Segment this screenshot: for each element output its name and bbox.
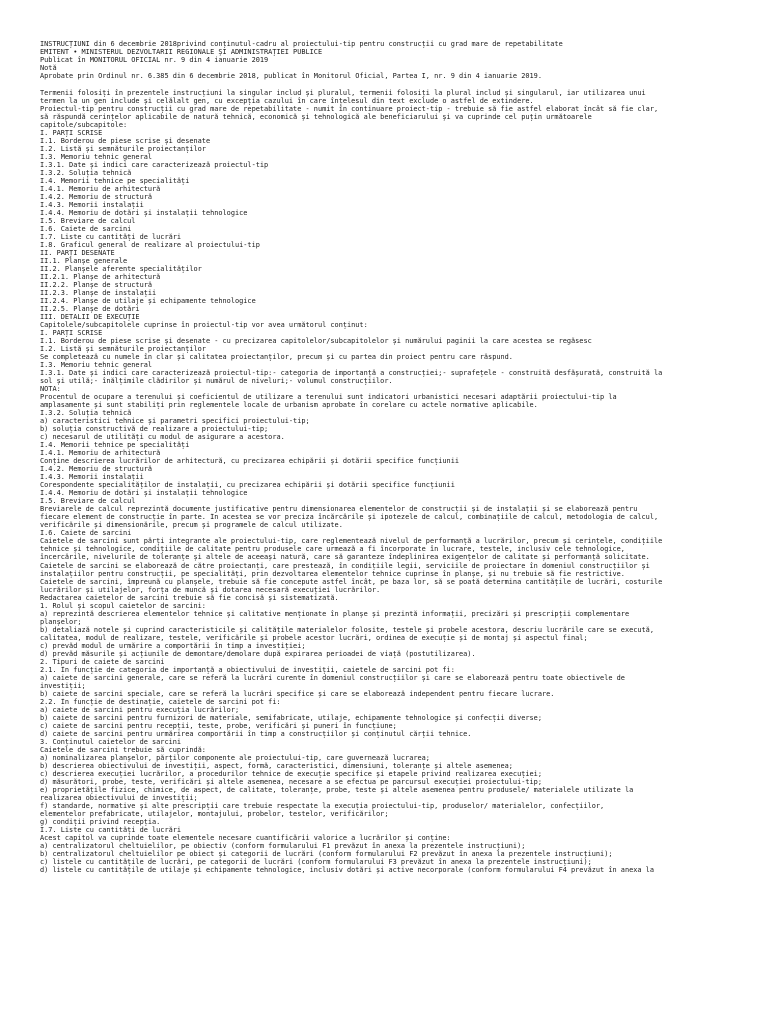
header-line: Aprobate prin Ordinul nr. 6.385 din 6 decembrie 2018, publicat în Monitorul Oficial, Partea I, nr. 9 din 4 ianuarie 2019. <box>40 72 542 81</box>
text-line: I.4.1. Memoriu de arhitectură <box>40 184 161 193</box>
text-line: 2.1. În funcție de categoria de importanță a obiectivului de investiții, caietele de sarcini pot fi: <box>40 665 455 674</box>
text-line: amplasamente și sunt stabiliți prin reglementele locale de urbanism aprobate în corelare cu actele normative aplicabile. <box>40 401 538 410</box>
text-line: e) proprietățile fizice, chimice, de aspect, de calitate, toleranțe, probe, teste și altele asemenea pentru produsele/ materialele utilizate la <box>40 785 634 794</box>
text-line: lucrărilor și utilajelor, forța de muncă și dotarea necesară execuției lucrărilor. <box>40 585 381 594</box>
text-line: a) caracteristici tehnice și parametri specifici proiectului-tip; <box>40 417 310 426</box>
text-line: I.6. Caiete de sarcini <box>40 224 132 233</box>
text-line: Caietele de sarcini se elaborează de către proiectanți, care prestează, în condițiile legii, serviciile de proiectare în domeniul construcțiilor și <box>40 561 650 570</box>
text-line: capitole/subcapitole: <box>40 120 128 129</box>
document-page <box>40 40 758 1020</box>
text-line: Caietele de sarcini sunt părți integrante ale proiectului-tip, care reglementează nivelul de performanță a lucrărilor, precum și cerințele, condițiile <box>40 537 663 546</box>
text-line: a) reprezintă descrierea elementelor tehnice și calitative menționate în planșe și prezintă informații, precizări și prescripții complementare <box>40 609 630 618</box>
text-line: Se completează cu numele în clar și calitatea proiectanților, precum și cu partea din proiect pentru care răspund. <box>40 353 513 362</box>
text-line: I.4.3. Memorii instalații <box>40 473 144 482</box>
text-line: 3. Conținutul caietelor de sarcini <box>40 737 182 746</box>
text-line: sol și utilă;- înălțimile clădirilor și numărul de niveluri;- volumul construcțiilor. <box>40 377 393 386</box>
text-line: b) descrierea obiectivului de investiții, aspect, formă, caracteristici, dimensiuni, toleranțe și altele asemenea; <box>40 761 513 770</box>
text-line: NOTĂ: <box>40 385 61 394</box>
text-line: II.1. Planșe generale <box>40 256 128 265</box>
text-line: II.2.4. Planșe de utilaje și echipamente tehnologice <box>40 296 256 305</box>
text-line: I.1. Borderou de piese scrise și desenate <box>40 136 211 145</box>
text-line: Caietele de sarcini, împreună cu planșele, trebuie să fie concepute astfel încât, pe baza lor, să se poată determina cantitățile de lucrări, costurile <box>40 577 663 586</box>
document-body <box>40 89 758 875</box>
text-line: f) standarde, normative și alte prescripții care trebuie respectate la execuția proiectului-tip, produselor/ materialelor, confecțiilor, <box>40 801 605 810</box>
text-line: g) condiții privind recepția. <box>40 818 161 826</box>
text-line: I.1. Borderou de piese scrise și desenate - cu precizarea capitolelor/subcapitolelor și numărului paginii la care acestea se regăsesc <box>40 337 592 346</box>
text-line: încercările, nivelurile de toleranțe și altele de aceeași natură, care să garanteze îndeplinirea exigențelor de calitate și performanță solicitate. <box>40 553 650 562</box>
text-line: Proiectul-tip pentru construcții cu grad mare de repetabilitate - numit în continuare proiect-tip - trebuie să fie astfel elaborat încât să fie clar, <box>40 104 659 113</box>
text-line: III. DETALII DE EXECUȚIE <box>40 313 140 322</box>
text-line: planșelor; <box>40 617 82 626</box>
text-line: I.6. Caiete de sarcini <box>40 529 132 538</box>
text-line: I.3. Memoriu tehnic general <box>40 361 153 370</box>
text-line: I.4. Memorii tehnice pe specialități <box>40 441 190 450</box>
text-line: I.3.1. Date și indici care caracterizează proiectul-tip <box>40 160 269 169</box>
text-line: 2. Tipuri de caiete de sarcini <box>40 657 165 666</box>
text-line: d) prevăd măsurile și acțiunile de demontare/demolare după expirarea perioadei de viață (postutilizarea). <box>40 649 476 658</box>
document-header <box>40 40 758 80</box>
text-line: II.2.1. Planșe de arhitectură <box>40 272 161 281</box>
text-line: fiecare element de construcție în parte. În acestea se vor preciza încărcările și ipotezele de calcul, combinațiile de calcul, metodologia de calcul, <box>40 513 659 522</box>
text-line: c) necesarul de utilități cu modul de asigurare a acestora. <box>40 433 285 442</box>
text-line: c) prevăd modul de urmărire a comportării în timp a investiției; <box>40 641 306 650</box>
text-line: c) descrierea execuției lucrărilor, a procedurilor tehnice de execuție specifice și etapele privind realizarea execuției; <box>40 769 542 778</box>
text-line: c) listele cu cantitățile de lucrări, pe categorii de lucrări (conform formularului F3 prevăzut în anexa la prezentele instrucțiuni); <box>40 858 592 867</box>
text-line: b) caiete de sarcini pentru furnizori de materiale, semifabricate, utilaje, echipamente tehnologice și confecții diverse; <box>40 713 542 722</box>
text-line: Procentul de ocupare a terenului și coeficientul de utilizare a terenului sunt indicatori urbanistici necesari adaptării proiectului-tip la <box>40 393 617 402</box>
text-line: realizarea obiectivului de investiții; <box>40 793 198 802</box>
header-line: Notă <box>40 64 57 73</box>
text-line: I.7. Liste cu cantități de lucrări <box>40 826 182 835</box>
text-line: d) caiete de sarcini pentru urmărirea comportării în timp a construcțiilor și conținutul cărții tehnice. <box>40 729 472 738</box>
text-line: calitatea, modul de realizare, testele, verificările și probele acestor lucrări, ordinea de execuție și de montaj și aspectul final; <box>40 633 588 642</box>
text-line: I.3.1. Date și indici care caracterizează proiectul-tip:- categoria de importanță a construcției;- suprafețele - construită desfășurată, construită la <box>40 369 663 378</box>
text-line: d) listele cu cantitățile de utilaje și echipamente tehnologice, inclusiv dotări și active necorporale (conform formularului F4 prevăzut în anexa la <box>40 866 654 875</box>
text-line: I.3.2. Soluția tehnică <box>40 168 132 177</box>
text-line: I.4.1. Memoriu de arhitectură <box>40 449 161 458</box>
text-line: a) nominalizarea planșelor, părților componente ale proiectului-tip, care guvernează lucrarea; <box>40 753 430 762</box>
text-line: a) centralizatorul cheltuielilor, pe obiectiv (conform formularului F1 prevăzut în anexa la prezentele instrucțiuni); <box>40 842 526 851</box>
text-line: I.8. Graficul general de realizare al proiectului-tip <box>40 240 260 249</box>
text-line: II. PĂRȚI DESENATE <box>40 248 115 257</box>
text-line: Caietele de sarcini trebuie să cuprindă: <box>40 745 206 754</box>
text-line: II.2.3. Planșe de instalații <box>40 288 157 297</box>
text-line: Capitolele/subcapitolele cuprinse în proiectul-tip vor avea următorul conținut: <box>40 321 368 330</box>
text-line: a) caiete de sarcini pentru execuția lucrărilor; <box>40 705 240 714</box>
text-line: I.4.2. Memoriu de structură <box>40 465 153 474</box>
text-line: Termenii folosiți în prezentele instrucțiuni la singular includ și pluralul, termenii folosiți la plural includ și singularul, iar utilizarea unui <box>40 88 646 97</box>
text-line: Acest capitol va cuprinde toate elementele necesare cuantificării valorice a lucrărilor și conține: <box>40 834 451 843</box>
text-line: 2.2. În funcție de destinație, caietele de sarcini pot fi: <box>40 697 281 706</box>
text-line: I.4.2. Memoriu de structură <box>40 192 153 201</box>
text-line: I.4. Memorii tehnice pe specialități <box>40 176 190 185</box>
text-line: I. PĂRȚI SCRISE <box>40 128 103 137</box>
text-line: Redactarea caietelor de sarcini trebuie să fie concisă și sistematizată. <box>40 593 339 602</box>
text-line: 1. Rolul și scopul caietelor de sarcini: <box>40 601 206 610</box>
text-line: Conține descrierea lucrărilor de arhitectură, cu precizarea echipării și dotării specifice funcțiunii <box>40 457 459 466</box>
text-line: b) centralizatorul cheltuielilor pe obiect și categorii de lucrări (conform formularului F2 prevăzut în anexa la prezentele instrucțiuni); <box>40 850 613 859</box>
text-line: c) caiete de sarcini pentru recepții, teste, probe, verificări și puneri în funcțiune; <box>40 721 397 730</box>
text-line: I.4.3. Memorii instalații <box>40 200 144 209</box>
text-line: I.5. Breviare de calcul <box>40 497 136 506</box>
header-gap <box>40 80 758 89</box>
text-line: a) caiete de sarcini generale, care se referă la lucrări curente în domeniul construcțiilor și care se elaborează pentru toate obiectivele de <box>40 673 625 682</box>
text-line: b) detaliază notele și cuprind caracteristicile și calitățile materialelor folosite, testele și probele acestora, descriu lucrările care se execută, <box>40 625 654 634</box>
text-line: I.3.2. Soluția tehnică <box>40 409 132 418</box>
text-line: Breviarele de calcul reprezintă documente justificative pentru dimensionarea elementelor de construcții și de instalații și se elaborează pentru <box>40 505 638 514</box>
text-line: tehnice și tehnologice, condițiile de calitate pentru produsele care urmează a fi încorporate în lucrare, testele, inclusiv cele tehnologice, <box>40 545 625 554</box>
text-line: verificările și dimensionările, precum și programele de calcul utilizate. <box>40 521 343 530</box>
text-line: II.2.2. Planșe de structură <box>40 280 153 289</box>
text-line: I.7. Liste cu cantități de lucrări <box>40 232 182 241</box>
text-line: elementelor prefabricate, utilajelor, montajului, probelor, testelor, verificărilor; <box>40 809 389 818</box>
text-line: I.5. Breviare de calcul <box>40 216 136 225</box>
text-line: I.2. Listă și semnăturile proiectanților <box>40 345 206 354</box>
header-line: EMITENT • MINISTERUL DEZVOLTĂRII REGIONALE ȘI ADMINISTRAȚIEI PUBLICE <box>40 48 323 57</box>
text-line: I.3. Memoriu tehnic general <box>40 152 153 161</box>
text-line: II.2. Planșele aferente specialităților <box>40 264 202 273</box>
header-line: INSTRUCȚIUNI din 6 decembrie 2018privind conținutul-cadru al proiectului-tip pentru construcții cu grad mare de repetabilitate <box>40 40 563 48</box>
text-line: Corespondente specialităților de instalații, cu precizarea echipării și dotării specifice funcțiunii <box>40 481 455 490</box>
text-line: II.2.5. Planșe de dotări <box>40 305 140 313</box>
text-line: I. PĂRȚI SCRISE <box>40 329 103 338</box>
text-line: b) caiete de sarcini speciale, care se referă la lucrări specifice și care se elaborează independent pentru fiecare lucrare. <box>40 689 555 698</box>
text-line: termen la un gen include și celălalt gen, cu excepția cazului în care înțelesul din text exclude o astfel de extindere. <box>40 96 534 105</box>
header-line: Publicat în MONITORUL OFICIAL nr. 9 din 4 ianuarie 2019 <box>40 56 269 65</box>
text-line: instalațiilor pentru construcții, pe specialități, prin dezvoltarea elementelor tehnice cuprinse în planșe, și nu trebuie să fie restrictive. <box>40 569 625 578</box>
text-line: investiții; <box>40 681 86 690</box>
text-line: să răspundă cerințelor aplicabile de natură tehnică, economică și tehnologică ale beneficiarului și va cuprinde cel puțin următoarele <box>40 112 592 121</box>
text-line: b) soluția constructivă de realizare a proiectului-tip; <box>40 425 269 434</box>
text-line: I.4.4. Memoriu de dotări și instalații tehnologice <box>40 489 248 498</box>
text-line: d) măsurători, probe, teste, verificări și altele asemenea, necesare a se efectua pe parcursul execuției proiectului-tip; <box>40 777 542 786</box>
text-line: I.4.4. Memoriu de dotări și instalații tehnologice <box>40 208 248 217</box>
text-line: I.2. Listă și semnăturile proiectanților <box>40 144 206 153</box>
